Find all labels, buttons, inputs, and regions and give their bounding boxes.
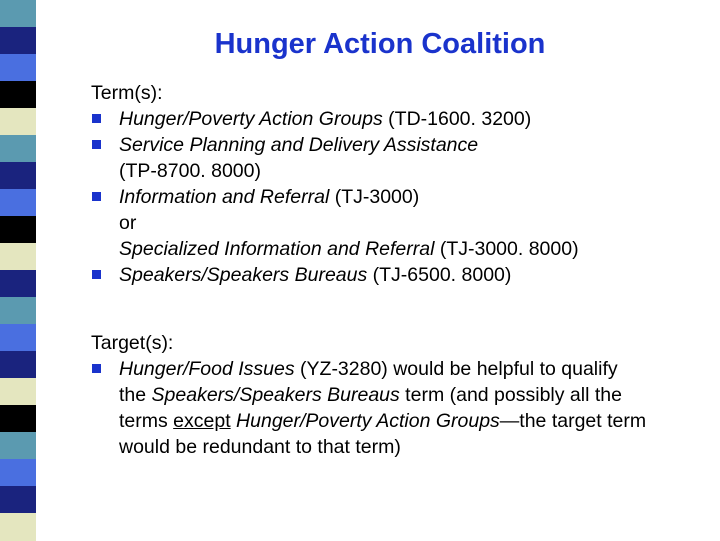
stripe-segment	[0, 135, 36, 163]
stripe-segment	[0, 486, 36, 514]
stripe-segment	[0, 351, 36, 379]
stripe-segment	[0, 513, 36, 541]
stripe-segment	[0, 81, 36, 109]
stripe-segment	[0, 108, 36, 136]
slide-body	[91, 80, 716, 460]
square-bullet-icon	[92, 114, 101, 123]
stripe-segment	[0, 162, 36, 190]
stripe-segment	[0, 297, 36, 325]
stripe-segment	[0, 0, 36, 28]
square-bullet-icon	[92, 192, 101, 201]
square-bullet-icon	[92, 270, 101, 279]
terms-heading: Term(s):	[91, 82, 163, 104]
target-heading: Target(s):	[91, 332, 174, 354]
stripe-segment	[0, 243, 36, 271]
stripe-segment	[0, 27, 36, 55]
term-item: Service Planning and Delivery Assistance (TP-8700. 8000)	[91, 132, 716, 184]
stripe-segment	[0, 378, 36, 406]
decorative-color-stripe	[0, 0, 36, 540]
stripe-segment	[0, 459, 36, 487]
stripe-segment	[0, 270, 36, 298]
target-item: Hunger/Food Issues (YZ-3280) would be helpful to qualify the Speakers/Speakers Bureaus term (and possibly all the terms except Hunger/Poverty Action Groups—the target term would be redundant to that term)	[91, 356, 716, 460]
term-item: Hunger/Poverty Action Groups (TD-1600. 3200)	[91, 106, 716, 132]
square-bullet-icon	[92, 364, 101, 373]
stripe-segment	[0, 216, 36, 244]
stripe-segment	[0, 405, 36, 433]
square-bullet-icon	[92, 140, 101, 149]
slide-title: Hunger Action Coalition	[214, 28, 546, 60]
term-item: Speakers/Speakers Bureaus (TJ-6500. 8000)	[91, 262, 716, 288]
stripe-segment	[0, 54, 36, 82]
stripe-segment	[0, 432, 36, 460]
term-item: Information and Referral (TJ-3000) or Specialized Information and Referral (TJ-3000. 8000)	[91, 184, 716, 262]
stripe-segment	[0, 189, 36, 217]
stripe-segment	[0, 324, 36, 352]
